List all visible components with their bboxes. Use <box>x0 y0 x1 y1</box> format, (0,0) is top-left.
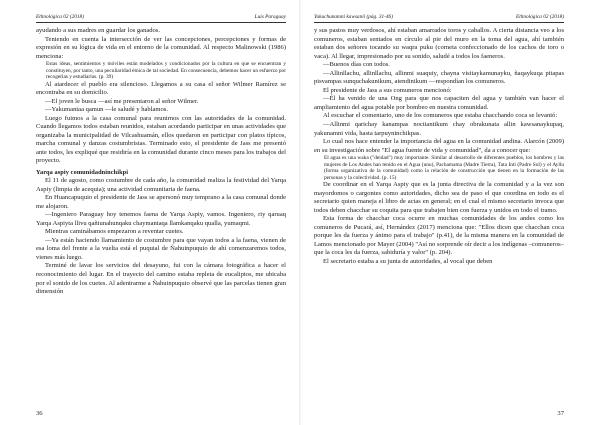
paragraph: Luego fuimos a la casa comunal para reunirnos con las autoridades de la comunidad. Cuando llegamos todos estaban reunidos, estaban acordando participar en unas actividades que organizaba la municipalidad de Vilcashuamán, ellos quedaron en participar con platos típicos, marcha comunal y danzas costumbristas. Terminado esto, el presidente de Jass me presentó ante todos, les expliqué que residiría en la comunidad durante cinco meses para los trabajos del proyecto. <box>36 114 286 165</box>
paragraph: El 11 de agosto, como costumbre de cada año, la comunidad realiza la festividad del Yarqa Aspiy (limpia de acequia); una actividad comunitaria de faena. <box>36 177 286 193</box>
running-header <box>314 14 564 23</box>
article-title: Yakuchunamni kawsanii (pág. 31-46) <box>314 14 393 20</box>
paragraph: Teniendo en cuenta la intersección de ver las concepciones, percepciones y formas de expresión en su lógica de vida en el entorno de la comunidad. Al respecto Malinowski (1986) menciona: <box>36 35 286 60</box>
paragraph: Terminé de lavar los servicios del desayuno, fui con la cámara fotográfica a hacer el reconocimiento del lugar. En el trayecto del camino estaba repleta de eucaliptos, me ubicaba por el sonido de los cuetes. Al adentrarme a Ñahuinpuquio observé que las parcelas tienen gran dimensión <box>36 262 286 296</box>
paragraph: Lo cual nos hace entender la importancia del agua en la comunidad andina. Alarcón (2009) en su investigación sobre "El agua fuente de vida y comunidad", da a conocer que: <box>314 138 564 154</box>
paragraph: —Buenos días con todos. <box>323 61 390 69</box>
page-body <box>314 27 564 266</box>
paragraph: Esta forma de chacchar coca ocurre en muchas comunidades de los andes como los comuneros de Pucará, así, Hernández (2017) menciona que: "Ellos dicen que chacchan coca porque les da fuerza y ánimo para el trabajo" (p.41), de la misma manera en la comunidad de Lamos mencionado por Mayer (2004) "Así no sorprende oír decir a los indígenas –comuneros– que la coca les da fuerza, sabiduría y valor" (p. 204). <box>314 215 564 257</box>
page-number: 37 <box>557 410 564 417</box>
paragraph: Al atardecer el pueblo era silencioso. Llegamos a su casa el señor Wilmer Ramírez se encontraba en su domicilio. <box>36 80 286 97</box>
paragraph: ayudando a sus madres en guardar los ganados. <box>36 27 160 34</box>
paragraph: Al escuchar el comentario, uno de los comuneros que estaba chacchando coca se levantó: <box>323 112 558 120</box>
paragraph: El secretario estaba a su junta de autoridades, al vocal que deben <box>323 257 493 265</box>
journal-title: Ethnológica 02 (2018) <box>516 14 564 20</box>
paragraph: Mientras caminábamos empezaron a reventar cuetes. <box>45 228 184 236</box>
paragraph: —Yakumantaa qamun —le saludé y hablamos. <box>45 106 168 114</box>
paragraph: —Allinmi qarichay kanampas noctiantikum chay obrakunata allin kawsanaykupaq, yakunamni vida, hasta tarpuyninchikpas. <box>314 121 564 137</box>
paragraph: y sus pastos muy verdosos, ahí estaban amarrados toros y caballos. A cierta distancia veo a los comuneros, estaban sentados en círculo al pie del muro en la toma del agua, ahí también estaban dos señores tocando su waqra puku (corneta confeccionado de los cachos de toro o vaca). Al llegar, impresionado por su sonido, saludé a todos los faeneros. <box>314 27 564 60</box>
block-quote: Estas ideas, sentimientos y móviles están modelados y condicionados por la cultura en que se encuentran y constituyen, por tanto, una peculiaridad étnica de tal sociedad. En consecuencia, debemos hacer un esfuerzo por recogerlas y estudiarlas. (p. 39) <box>46 61 286 81</box>
page-number: 36 <box>36 410 43 417</box>
author-name: Luis Paraguay <box>254 14 286 20</box>
paragraph: —Él ha venido de una Ong para que nos capaciten del agua y también van hacer el ampliamiento del agua potable por bombeo en nuestra comunidad. <box>314 95 564 111</box>
page-body <box>36 27 286 297</box>
right-page <box>300 0 600 425</box>
section-heading: Yarqa aspiy comunidadninchikpi <box>36 169 129 177</box>
paragraph: De coordinar en el Yarqa Aspiy que es la junta directiva de la comunidad y a la vez son mayordomos o cargontes como autoridades, dicho sea de paso el que coordina en todo es el secretario quien maneja el libro de actas en general; en el cual el mismo secretario invoca que todos deben chacchar su coquita para que trabajen bien con fuerza y unidos en todo el tramo. <box>314 181 564 214</box>
block-quote: El agua es una waka ("deidad") muy importante. Similar al desarrollo de diferentes pueblos, los hombres y las mujeres de Los Andes han tenido en el Agua (unu), Pachamama (Madre Tierra), Tata Inti (Padre Sol) y el Ayllu (forma organizativa de la comunidad) como la relación de construcción que tienen en la formación de las personas y la colectividad. (p. 15) <box>324 155 564 181</box>
paragraph: En Huancapuquio el presidente de Jass se apersonó muy temprano a la casa comunal donde me alojaron. <box>36 194 286 210</box>
running-header <box>36 14 286 23</box>
paragraph: —El joven le busca —así me presentaron al señor Wilmer. <box>45 97 199 105</box>
paragraph: —Ya están haciendo llamamiento de costumbre para que vayan todos a la faena, vienen de esa loma del frente a la vuelta está el puquial de Ñahuinpuquio de ahí comenzaremos todos, vienes más luego. <box>36 236 286 261</box>
paragraph: —Allinllachu, allinllachu, allinmi suaquiy, chayna visitaykamunayku, ñaqaykuqa pitapas pisvampas sunquchakunikum, atendinikum —respondían los comuneros. <box>314 69 564 86</box>
paragraph: El presidente de Jass a sus comuneros mencionó: <box>323 86 452 94</box>
paragraph: —Ingeniero Paraguay hoy tenemos faena de Yarqa Aspiy, vamos. Ingeniero, riy qaruaq Yarqa Aspiyta llivu qañiunahunqaku chaymantaqa llamkanqaku qualla, yumaqmi. <box>36 211 286 227</box>
journal-title: Ethnológica 02 (2018) <box>36 14 84 20</box>
